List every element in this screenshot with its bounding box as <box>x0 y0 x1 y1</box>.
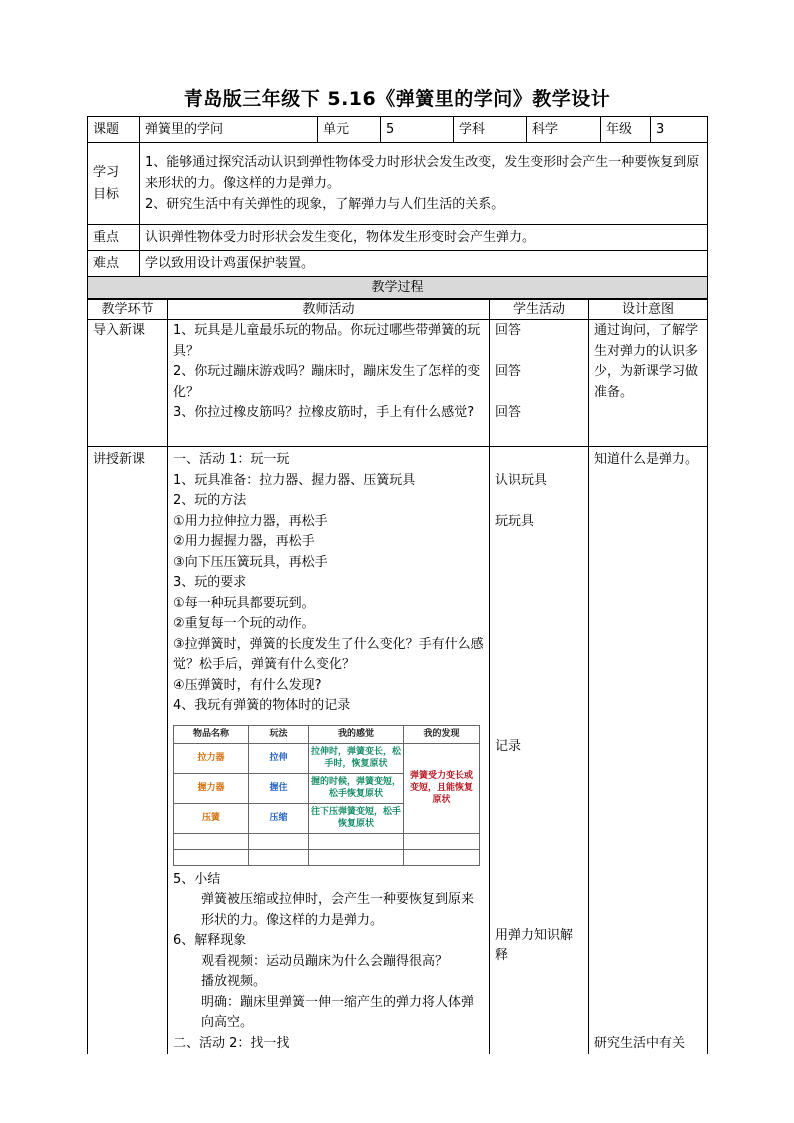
student-record: 记录 <box>495 739 522 754</box>
intro-q3: 3、你拉过橡皮筋吗？拉橡皮筋时，手上有什么感觉? <box>173 405 475 420</box>
record-header: 物品名称 <box>174 725 249 743</box>
lecture-line: ②重复每一个玩的动作。 <box>173 616 315 631</box>
lecture-line: 二、活动 2：找一找 <box>173 1035 290 1051</box>
record-item-name: 握力器 <box>174 773 249 803</box>
difficult-label: 难点 <box>88 251 140 277</box>
lecture-line: 观看视频：运动员蹦床为什么会蹦得很高？ <box>201 953 449 969</box>
goals-value <box>140 143 708 225</box>
subject-value: 科学 <box>527 117 601 143</box>
lecture-line: 1、玩具准备：拉力器、握力器、压簧玩具 <box>173 472 416 488</box>
lecture-line: 3、玩的要求 <box>173 575 247 590</box>
lecture-line: 一、活动 1：玩一玩 <box>173 452 290 467</box>
record-method: 压缩 <box>249 803 309 833</box>
key-value: 认识弹性物体受力时形状会发生变化，物体发生形变时会产生弹力。 <box>140 225 708 251</box>
record-method: 拉伸 <box>249 743 309 773</box>
lecture-row <box>88 447 708 1055</box>
intro-stage: 导入新课 <box>88 320 168 447</box>
lecture-line: 播放视频。 <box>201 974 267 989</box>
student-play-toys: 玩玩具 <box>495 513 535 529</box>
record-table-wrap <box>173 725 484 866</box>
process-header-row <box>88 300 708 320</box>
lecture-student <box>490 447 589 1055</box>
lecture-line: ①每一种玩具都要玩到。 <box>173 595 315 611</box>
intro-intent: 通过询问，了解学生对弹力的认识多少，为新课学习做准备。 <box>589 320 708 447</box>
record-header-row <box>174 725 480 743</box>
intro-student <box>490 320 589 447</box>
record-table <box>173 725 480 866</box>
unit-value: 5 <box>381 117 454 143</box>
intro-q1: 1、玩具是儿童最乐玩的物品。你玩过哪些带弹簧的玩具？ <box>173 323 481 359</box>
lecture-line: ①用力拉伸拉力器，再松手 <box>173 513 328 529</box>
lecture-line: ②用力握握力器，再松手 <box>173 534 315 549</box>
record-empty-row <box>174 833 480 849</box>
process-heading-row <box>88 277 708 299</box>
record-empty-row <box>174 849 480 865</box>
intro-q2: 2、你玩过蹦床游戏吗？蹦床时，蹦床发生了怎样的变化？ <box>173 364 481 400</box>
intent-life: 研究生活中有关 <box>594 1035 686 1051</box>
grade-label: 年级 <box>601 117 651 143</box>
lecture-line: 明确：蹦床里弹簧一伸一缩产生的弹力将人体弹向高空。 <box>201 994 475 1030</box>
lecture-line: 6、解释现象 <box>173 933 247 948</box>
info-table <box>87 116 708 299</box>
lecture-line: ④压弹簧时，有什么发现? <box>173 677 322 693</box>
record-item-name: 压簧 <box>174 803 249 833</box>
col-intent: 设计意图 <box>589 300 708 320</box>
record-finding: 弹簧受力变长或变短，且能恢复原状 <box>404 743 480 833</box>
lecture-line: ③向下压压簧玩具，再松手 <box>173 554 328 570</box>
unit-label: 单元 <box>318 117 381 143</box>
lecture-stage: 讲授新课 <box>88 447 168 1055</box>
lesson-plan <box>87 116 707 1054</box>
record-method: 握住 <box>249 773 309 803</box>
lecture-teacher <box>168 447 490 1055</box>
lecture-line: 4、我玩有弹簧的物体时的记录 <box>173 698 351 713</box>
lecture-line: ③拉弹簧时，弹簧的长度发生了什么变化？手有什么感觉？松手后，弹簧有什么变化？ <box>173 636 484 672</box>
record-feel: 往下压弹簧变短，松手恢复原状 <box>309 803 404 833</box>
info-row-difficult <box>88 251 708 277</box>
record-feel: 拉伸时，弹簧变长，松手时，恢复原状 <box>309 743 404 773</box>
col-stage: 教学环节 <box>88 300 168 320</box>
record-item-name: 拉力器 <box>174 743 249 773</box>
difficult-value: 学以致用设计鸡蛋保护装置。 <box>140 251 708 277</box>
intro-teacher <box>168 320 490 447</box>
col-student: 学生活动 <box>490 300 589 320</box>
record-header: 我的发现 <box>404 725 480 743</box>
goal-1: 1、能够通过探究活动认识到弹性物体受力时形状会发生改变，发生变形时会产生一种要恢复到原来形状的力。像这样的力是弹力。 <box>145 155 700 191</box>
topic-value: 弹簧里的学问 <box>140 117 318 143</box>
record-header: 我的感觉 <box>309 725 404 743</box>
student-explain: 用弹力知识解释 <box>495 927 574 963</box>
grade-value: 3 <box>651 117 708 143</box>
subject-label: 学科 <box>454 117 527 143</box>
page-title: 青岛版三年级下 5.16《弹簧里的学问》教学设计 <box>183 88 611 110</box>
record-header: 玩法 <box>249 725 309 743</box>
intro-row <box>88 320 708 447</box>
topic-label: 课题 <box>88 117 140 143</box>
info-row-topic <box>88 117 708 143</box>
lecture-intent <box>589 447 708 1055</box>
info-row-goals <box>88 143 708 225</box>
record-feel: 握的时候，弹簧变短，松手恢复原状 <box>309 773 404 803</box>
lecture-line: 5、小结 <box>173 871 221 887</box>
process-table <box>87 299 708 1054</box>
col-teacher: 教师活动 <box>168 300 490 320</box>
info-row-key <box>88 225 708 251</box>
intent-elasticity: 知道什么是弹力。 <box>594 452 699 467</box>
goal-2: 2、研究生活中有关弹性的现象，了解弹力与人们生活的关系。 <box>145 197 505 212</box>
intro-answer-3: 回答 <box>495 405 522 420</box>
intro-answer-1: 回答 <box>495 323 522 338</box>
lecture-line: 弹簧被压缩或拉伸时，会产生一种要恢复到原来形状的力。像这样的力是弹力。 <box>201 892 475 928</box>
intro-answer-2: 回答 <box>495 364 522 379</box>
lecture-line: 2、玩的方法 <box>173 493 247 508</box>
key-label: 重点 <box>88 225 140 251</box>
record-row <box>174 743 480 773</box>
process-heading: 教学过程 <box>88 277 708 299</box>
student-know-toys: 认识玩具 <box>495 472 548 488</box>
goals-label: 学习目标 <box>88 143 140 225</box>
